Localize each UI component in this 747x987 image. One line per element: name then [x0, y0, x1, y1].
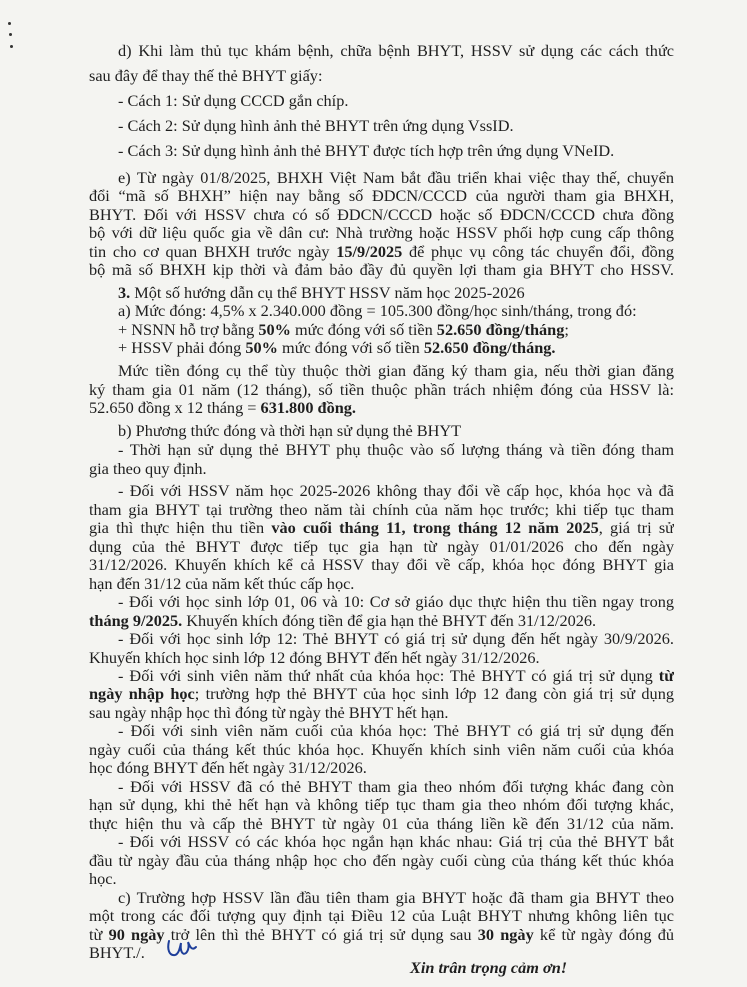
text-line [118, 168, 674, 188]
text-line [118, 320, 569, 340]
scan-dot [10, 45, 13, 48]
text-run: - Cách 3: Sử dụng hình ảnh thẻ BHYT được tích hợp trên ứng dụng VNeID. [118, 141, 615, 160]
text-line [89, 851, 674, 871]
text-run: trở lên thì thẻ BHYT có giá trị sử dụng sau [164, 925, 478, 944]
text-run: sau đây để thay thế thẻ BHYT giấy: [89, 66, 323, 85]
text-line [118, 481, 674, 501]
bold-text-run: 52.650 đồng/tháng [436, 320, 565, 339]
text-line [118, 41, 674, 61]
bold-text-run: 90 ngày [108, 925, 165, 944]
bold-text-run: 15/9/2025 [336, 242, 403, 261]
text-line [89, 906, 674, 926]
text-line [89, 814, 674, 834]
bold-text-run: tháng 9/2025. [89, 611, 183, 630]
bold-text-run: 30 ngày [477, 925, 534, 944]
text-line [118, 777, 674, 797]
text-run: học. [89, 869, 117, 888]
text-run: e) Từ ngày 01/8/2025, BHXH Việt Nam bắt đầu triển khai việc thay thế, chuyển [118, 168, 674, 187]
text-line [118, 283, 525, 303]
text-run: - Đối với sinh viên năm thứ nhất của khóa học: Thẻ BHYT có giá trị sử dụng [118, 666, 659, 685]
text-run: c) Trường hợp HSSV lần đầu tiên tham gia BHYT hoặc đã tham gia BHYT theo [118, 888, 674, 907]
text-run: hạn đến 31/12 của năm kết thúc cấp học. [89, 574, 355, 593]
text-line [89, 205, 674, 225]
text-run: + HSSV phải đóng [118, 338, 246, 357]
text-run: - Đối với HSSV đã có thẻ BHYT tham gia theo nhóm đối tượng khác đang còn [118, 777, 674, 796]
text-line [89, 223, 674, 243]
text-line [89, 242, 674, 262]
text-run: dụng của thẻ BHYT được tiếp tục gia hạn từ ngày 01/01/2026 cho đến ngày [89, 537, 674, 556]
text-run: bộ mã số BHXH kịp thời và đảm bảo đầy đủ quyền lợi tham gia BHYT cho HSSV. [89, 260, 674, 279]
initial-signature-icon [165, 937, 199, 961]
scan-dot [9, 33, 12, 36]
text-line [89, 500, 674, 520]
text-run: bộ với dữ liệu quốc gia về dân cư: Nhà trường hoặc HSSV phối hợp cung cấp thông [89, 223, 674, 242]
text-line [118, 629, 674, 649]
text-run: đổi “mã số BHXH” hiện nay bằng số ĐDCN/CCCD của người tham gia BHXH, [89, 186, 674, 205]
text-run: học đóng BHYT đến hết ngày 31/12/2026. [89, 758, 367, 777]
text-line [89, 260, 674, 280]
text-run: BHYT./. [89, 943, 145, 962]
bold-text-run: từ [658, 666, 674, 685]
text-run: kể từ ngày đóng đủ [533, 925, 674, 944]
text-line [89, 684, 674, 704]
text-line [89, 380, 674, 400]
text-run: b) Phương thức đóng và thời hạn sử dụng thẻ BHYT [118, 421, 462, 440]
bold-text-run: 50% [258, 320, 291, 339]
text-line [118, 421, 461, 441]
text-run: một trong các đối tượng quy định tại Điều 12 của Luật BHYT nhưng không liên tục [89, 906, 674, 925]
text-line [118, 141, 614, 161]
text-line [89, 537, 674, 557]
text-line [89, 66, 322, 86]
text-run: ký tham gia 01 năm (12 tháng), số tiền thuộc phần trách nhiệm đóng của HSSV là: [89, 380, 674, 399]
text-run: Mức tiền đóng cụ thể tùy thuộc thời gian đăng ký tham gia, nếu thời gian đăng [118, 361, 674, 380]
text-line [89, 574, 354, 594]
text-run: Khuyến khích học sinh lớp 12 đóng BHYT đến hết ngày 31/12/2026. [89, 648, 540, 667]
text-run: d) Khi làm thủ tục khám bệnh, chữa bệnh BHYT, HSSV sử dụng các cách thức [118, 41, 674, 60]
closing-text: Xin trân trọng cảm ơn! [410, 958, 568, 977]
text-run: tham gia BHYT tại trường theo năm tài chính của năm học trước; khi tiếp tục tham [89, 500, 674, 519]
text-line [89, 869, 117, 889]
text-run: 31/12/2026. Khuyến khích kể cả HSSV thay đổi về cấp, khóa học đóng BHYT gia [89, 555, 674, 574]
text-line [89, 648, 540, 668]
bold-text-run: 52.650 đồng/tháng. [423, 338, 556, 357]
text-line [118, 440, 674, 460]
scan-dot [8, 22, 11, 25]
text-run: - Đối với học sinh lớp 12: Thẻ BHYT có giá trị sử dụng đến hết ngày 30/9/2026. [118, 629, 674, 648]
text-run: tin cho cơ quan BHXH trước ngày [89, 242, 337, 261]
text-line [89, 943, 145, 963]
text-line [118, 361, 674, 381]
text-run: đầu từ ngày đầu của tháng nhập học cho đến ngày cuối cùng của tháng kết thúc khóa [89, 851, 674, 870]
text-run: gia thì thực hiện thu tiền [89, 518, 272, 537]
text-run: ; [564, 320, 569, 339]
text-line [89, 555, 674, 575]
text-line [89, 459, 207, 479]
text-line [89, 611, 596, 631]
bold-text-run: 3. [118, 283, 131, 302]
text-run: mức đóng với số tiền [277, 338, 424, 357]
text-line [118, 888, 674, 908]
text-run: - Cách 2: Sử dụng hình ảnh thẻ BHYT trên ứng dụng VssID. [118, 116, 514, 135]
text-line [118, 592, 674, 612]
text-run: để phục vụ công tác chuyển đổi, đồng [402, 242, 674, 261]
bold-text-run: 50% [245, 338, 278, 357]
text-line [118, 666, 674, 686]
text-run: , giá trị sử [598, 518, 674, 537]
text-line [89, 186, 674, 206]
bold-text-run: vào cuối tháng 11, trong tháng 12 năm 2025 [271, 518, 599, 537]
text-run: - Đối với sinh viên năm cuối của khóa học: Thẻ BHYT có giá trị sử dụng đến [118, 721, 674, 740]
bold-text-run: 631.800 đồng. [260, 398, 356, 417]
text-line [118, 338, 555, 358]
text-line [89, 518, 674, 538]
text-line [118, 832, 674, 852]
text-run: - Đối với HSSV năm học 2025-2026 không thay đổi về cấp học, khóa học và đã [118, 481, 674, 500]
text-run: ; trường hợp thẻ BHYT của học sinh lớp 12 đang còn giá trị sử dụng [194, 684, 674, 703]
text-run: Một số hướng dẫn cụ thể BHYT HSSV năm học 2025-2026 [130, 283, 525, 302]
text-run: - Đối với HSSV có các khóa học ngắn hạn khác nhau: Giá trị của thẻ BHYT bắt [118, 832, 674, 851]
text-run: - Cách 1: Sử dụng CCCD gắn chíp. [118, 91, 349, 110]
text-run: 52.650 đồng x 12 tháng = [89, 398, 261, 417]
text-run: - Thời hạn sử dụng thẻ BHYT phụ thuộc vào số lượng tháng và tiền đóng tham [118, 440, 674, 459]
text-line [118, 91, 348, 111]
text-run: sau ngày nhập học thì đóng từ ngày thẻ BHYT hết hạn. [89, 703, 449, 722]
text-line [118, 721, 674, 741]
text-line [89, 398, 356, 418]
text-run: - Đối với học sinh lớp 01, 06 và 10: Cơ sở giáo dục thực hiện thu tiền ngay trong [118, 592, 674, 611]
text-run: mức đóng với số tiền [290, 320, 437, 339]
text-run: + NSNN hỗ trợ bằng [118, 320, 259, 339]
text-line [118, 301, 637, 321]
text-run: Khuyến khích đóng tiền để gia hạn thẻ BHYT đến 31/12/2026. [182, 611, 597, 630]
text-run: từ [89, 925, 109, 944]
text-line [118, 116, 514, 136]
text-run: thực hiện thu và cấp thẻ BHYT từ ngày 01 của tháng liền kề đến 31/12 của năm. [89, 814, 674, 833]
text-run: a) Mức đóng: 4,5% x 2.340.000 đồng = 105.300 đồng/học sinh/tháng, trong đó: [118, 301, 637, 320]
text-run: ngày cuối của tháng kết thúc khóa học. Khuyến khích sinh viên năm cuối của khóa [89, 740, 674, 759]
text-line [89, 740, 674, 760]
text-run: BHYT. Đối với HSSV chưa có số ĐDCN/CCCD hoặc số ĐDCN/CCCD chưa đồng [89, 205, 674, 224]
text-run: hạn sử dụng, khi thẻ hết hạn và không tiếp tục tham gia theo nhóm đối tượng khác, [89, 795, 674, 814]
bold-text-run: ngày nhập học [89, 684, 195, 703]
text-run: gia theo quy định. [89, 459, 207, 478]
text-line [89, 758, 367, 778]
text-line [89, 795, 674, 815]
text-line [89, 703, 448, 723]
